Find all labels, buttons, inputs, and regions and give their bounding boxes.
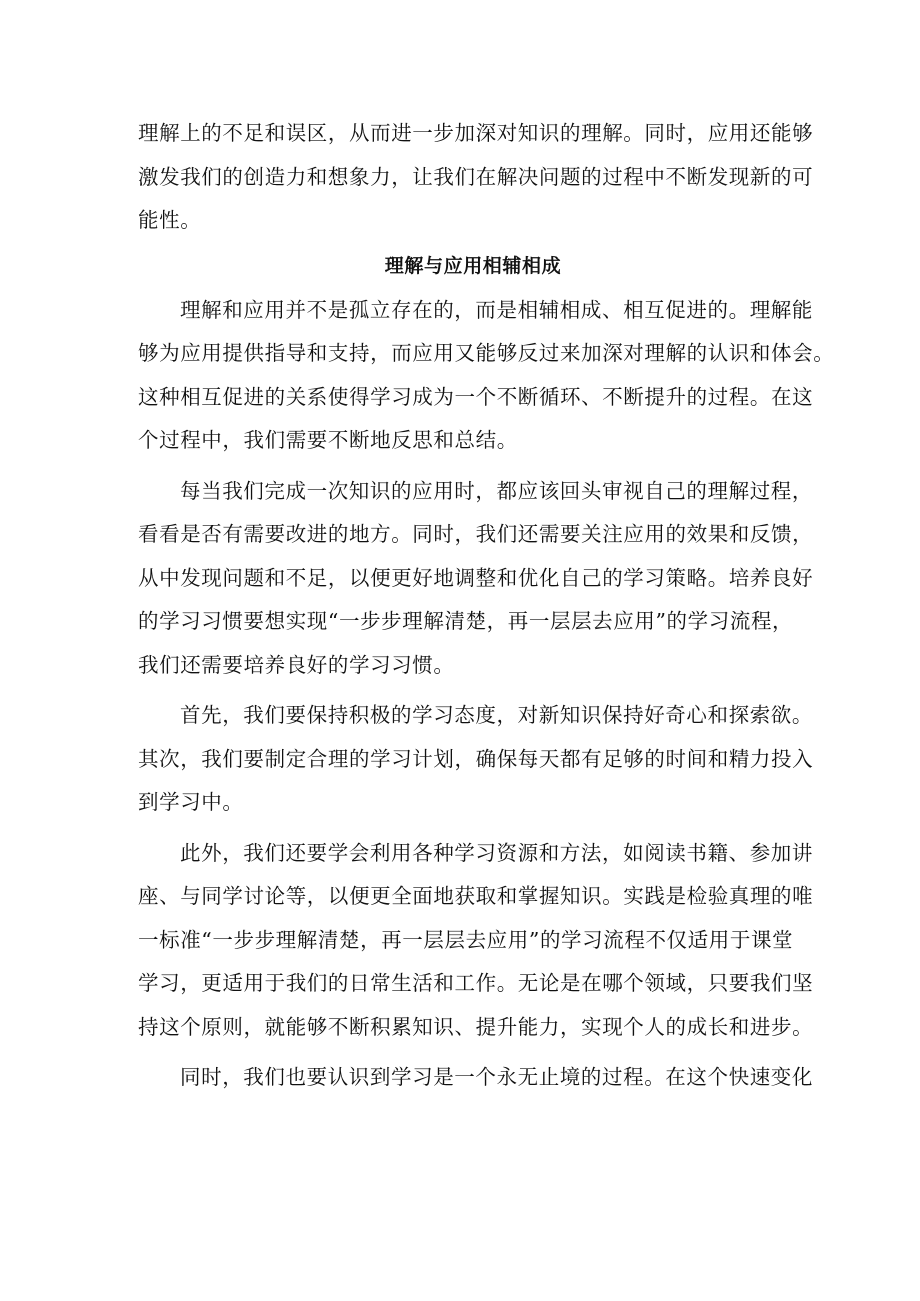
top-paragraph (138, 112, 814, 243)
text-line: 其次，我们要制定合理的学习计划，确保每天都有足够的时间和精力投入 (138, 746, 814, 771)
paragraph (138, 1056, 813, 1100)
paragraph (138, 832, 814, 1050)
paragraph (138, 470, 814, 688)
document-body (138, 112, 835, 1100)
text-line: 看看是否有需要改进的地方。同时，我们还需要关注应用的效果和反馈， (138, 522, 814, 546)
text-line: 个过程中，我们需要不断地反思和总结。 (138, 428, 518, 452)
text-line: 够为应用提供指导和支持，而应用又能够反过来加深对理解的认识和体会。 (138, 341, 835, 365)
text-line: 首先，我们要保持积极的学习态度，对新知识保持好奇心和探索欲。 (180, 703, 813, 727)
paragraph (138, 289, 835, 463)
paragraph (138, 694, 814, 825)
text-line: 从中发现问题和不足，以便更好地调整和优化自己的学习策略。培养良好 (138, 565, 814, 590)
text-line: 激发我们的创造力和想象力，让我们在解决问题的过程中不断发现新的可 (138, 164, 814, 189)
text-line: 每当我们完成一次知识的应用时，都应该回头审视自己的理解过程， (180, 478, 813, 503)
text-line: 能性。 (138, 208, 202, 232)
text-line: 理解上的不足和误区，从而进一步加深对知识的理解。同时，应用还能够 (138, 121, 814, 145)
text-line: 理解和应用并不是孤立存在的，而是相辅相成、相互促进的。理解能 (180, 297, 813, 322)
text-line: 此外，我们还要学会利用各种学习资源和方法，如阅读书籍、参加讲 (180, 840, 813, 865)
text-line: 到学习中。 (138, 790, 244, 814)
text-line: 这种相互促进的关系使得学习成为一个不断循环、不断提升的过程。在这 (138, 384, 814, 409)
text-line: 学习，更适用于我们的日常生活和工作。无论是在哪个领域，只要我们坚 (138, 971, 814, 995)
text-line: 的学习习惯要想实现“一步步理解清楚，再一层层去应用”的学习流程， (138, 609, 794, 633)
text-line: 座、与同学讨论等，以便更全面地获取和掌握知识。实践是检验真理的唯 (138, 884, 814, 908)
text-line: 持这个原则，就能够不断积累知识、提升能力，实现个人的成长和进步。 (138, 1014, 814, 1039)
text-line: 我们还需要培养良好的学习习惯。 (138, 652, 455, 677)
text-line: 一标准“一步步理解清楚，再一层层去应用”的学习流程不仅适用于课堂 (138, 927, 794, 952)
section-heading: 理解与应用相辅相成 (384, 254, 562, 277)
text-line: 同时，我们也要认识到学习是一个永无止境的过程。在这个快速变化 (180, 1065, 813, 1089)
